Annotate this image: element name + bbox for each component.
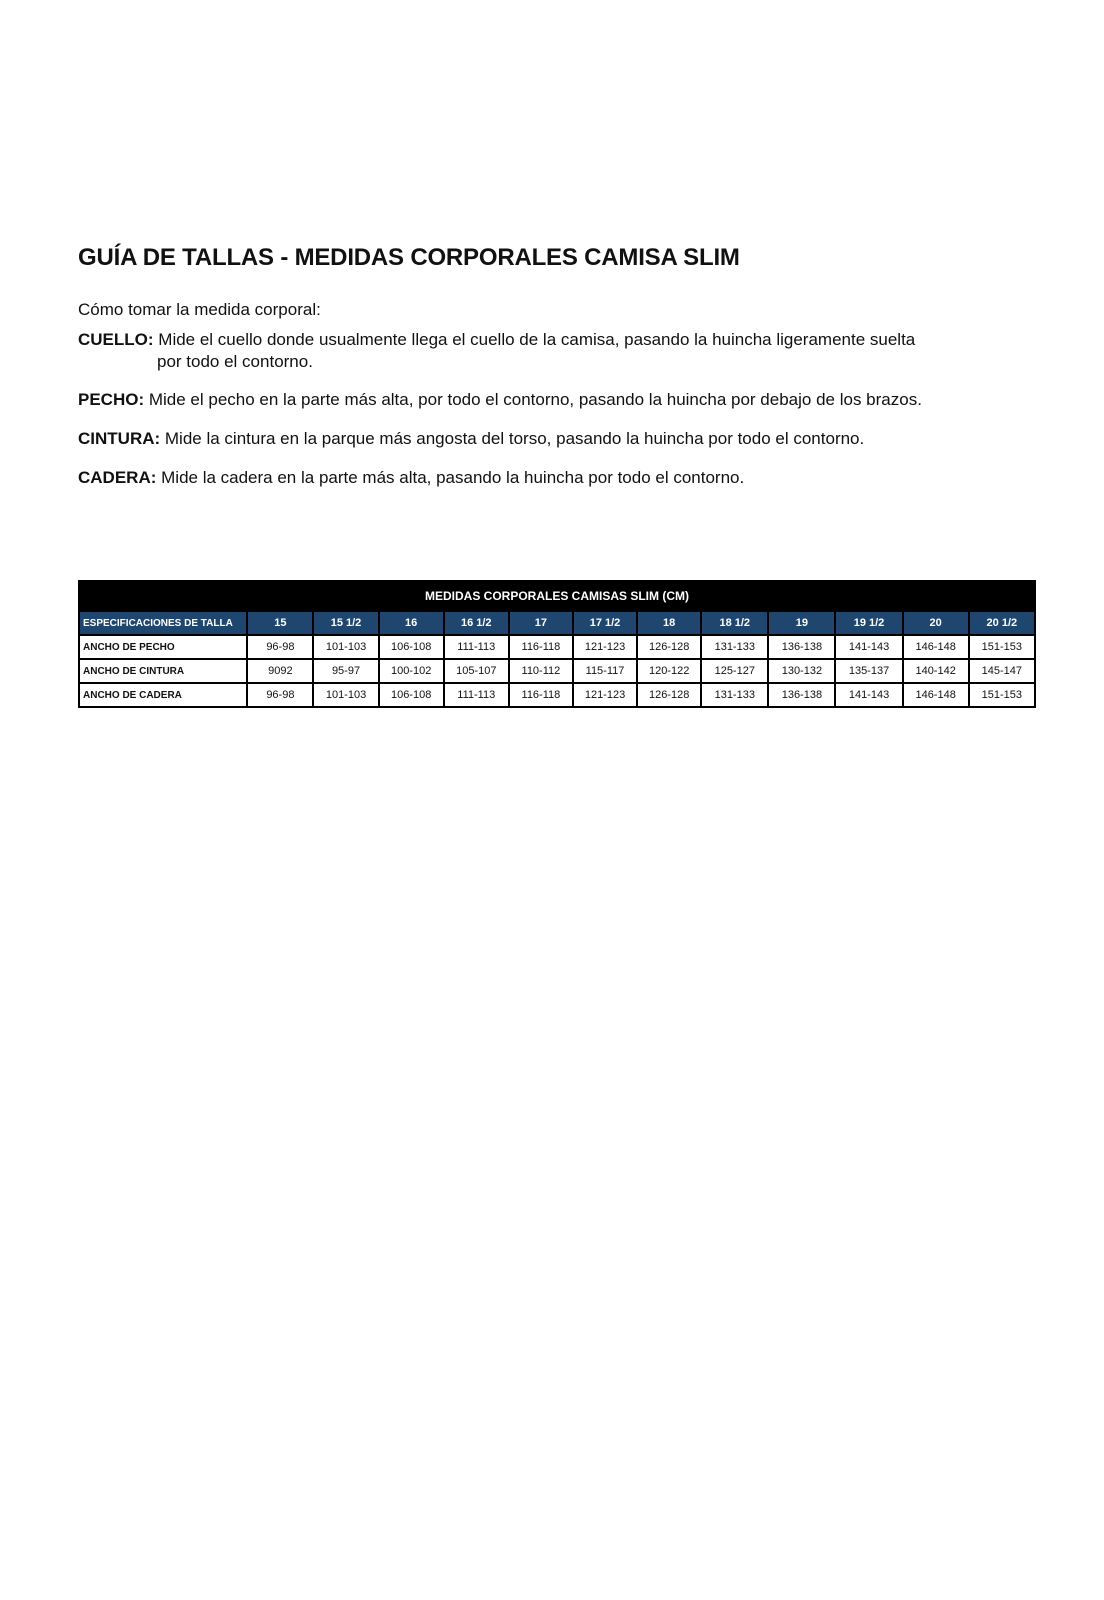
table-cell: 106-108 <box>379 683 444 707</box>
table-cell: 151-153 <box>969 635 1035 659</box>
table-cell: 140-142 <box>903 659 969 683</box>
table-cell: 111-113 <box>444 635 509 659</box>
size-header: 16 <box>379 611 444 635</box>
size-header: 20 <box>903 611 969 635</box>
table-cell: 130-132 <box>768 659 835 683</box>
measure-term: CADERA: <box>78 468 157 487</box>
size-header: 18 <box>637 611 701 635</box>
table-cell: 146-148 <box>903 683 969 707</box>
table-cell: 110-112 <box>509 659 573 683</box>
table-cell: 121-123 <box>573 683 637 707</box>
table-cell: 9092 <box>247 659 313 683</box>
measure-text: Mide la cintura en la parque más angosta del torso, pasando la huincha por todo el contorno. <box>164 429 865 448</box>
size-table <box>78 580 1036 708</box>
size-header: 15 1/2 <box>313 611 378 635</box>
table-cell: 141-143 <box>835 635 902 659</box>
table-cell: 101-103 <box>313 635 378 659</box>
size-header: 17 <box>509 611 573 635</box>
spec-header: ESPECIFICACIONES DE TALLA <box>79 611 247 635</box>
measure-pecho <box>78 389 1018 411</box>
measure-text: Mide el pecho en la parte más alta, por todo el contorno, pasando la huincha por debajo de los brazos. <box>148 390 922 409</box>
table-cell: 146-148 <box>903 635 969 659</box>
measure-text-continued: por todo el contorno. <box>157 352 313 371</box>
table-cell: 136-138 <box>768 635 835 659</box>
table-cell: 95-97 <box>313 659 378 683</box>
intro-text: Cómo tomar la medida corporal: <box>78 300 321 319</box>
table-cell: 141-143 <box>835 683 902 707</box>
size-header: 20 1/2 <box>969 611 1035 635</box>
table-cell: 125-127 <box>701 659 768 683</box>
table-cell: 135-137 <box>835 659 902 683</box>
measure-term: CUELLO: <box>78 330 154 349</box>
row-label: ANCHO DE PECHO <box>79 635 247 659</box>
size-header: 16 1/2 <box>444 611 509 635</box>
row-label: ANCHO DE CINTURA <box>79 659 247 683</box>
table-caption: MEDIDAS CORPORALES CAMISAS SLIM (CM) <box>79 581 1035 611</box>
size-header: 19 <box>768 611 835 635</box>
table-cell: 145-147 <box>969 659 1035 683</box>
page-title: GUÍA DE TALLAS - MEDIDAS CORPORALES CAMISA SLIM <box>78 244 740 271</box>
table-cell: 115-117 <box>573 659 637 683</box>
table-cell: 96-98 <box>247 635 313 659</box>
table-cell: 100-102 <box>379 659 444 683</box>
size-header: 18 1/2 <box>701 611 768 635</box>
table-cell: 126-128 <box>637 635 701 659</box>
table-cell: 131-133 <box>701 635 768 659</box>
table-cell: 116-118 <box>509 683 573 707</box>
table-row <box>79 683 1035 707</box>
measure-cadera <box>78 467 1018 489</box>
table-cell: 151-153 <box>969 683 1035 707</box>
row-label: ANCHO DE CADERA <box>79 683 247 707</box>
table-cell: 120-122 <box>637 659 701 683</box>
table-cell: 126-128 <box>637 683 701 707</box>
size-header-row <box>79 611 1035 635</box>
size-header: 17 1/2 <box>573 611 637 635</box>
size-header: 15 <box>247 611 313 635</box>
table-cell: 136-138 <box>768 683 835 707</box>
table-cell: 106-108 <box>379 635 444 659</box>
table-row <box>79 635 1035 659</box>
table-cell: 105-107 <box>444 659 509 683</box>
measure-term: CINTURA: <box>78 429 161 448</box>
size-table-body <box>79 635 1035 707</box>
table-cell: 121-123 <box>573 635 637 659</box>
measure-term: PECHO: <box>78 390 145 409</box>
size-header: 19 1/2 <box>835 611 902 635</box>
table-cell: 131-133 <box>701 683 768 707</box>
measure-cintura <box>78 428 1018 450</box>
table-cell: 96-98 <box>247 683 313 707</box>
measure-text: Mide el cuello donde usualmente llega el cuello de la camisa, pasando la huincha ligeramente suelta <box>158 330 916 349</box>
measure-text: Mide la cadera en la parte más alta, pasando la huincha por todo el contorno. <box>161 468 745 487</box>
table-row <box>79 659 1035 683</box>
table-cell: 101-103 <box>313 683 378 707</box>
table-cell: 111-113 <box>444 683 509 707</box>
measure-cuello <box>78 329 1018 373</box>
table-cell: 116-118 <box>509 635 573 659</box>
